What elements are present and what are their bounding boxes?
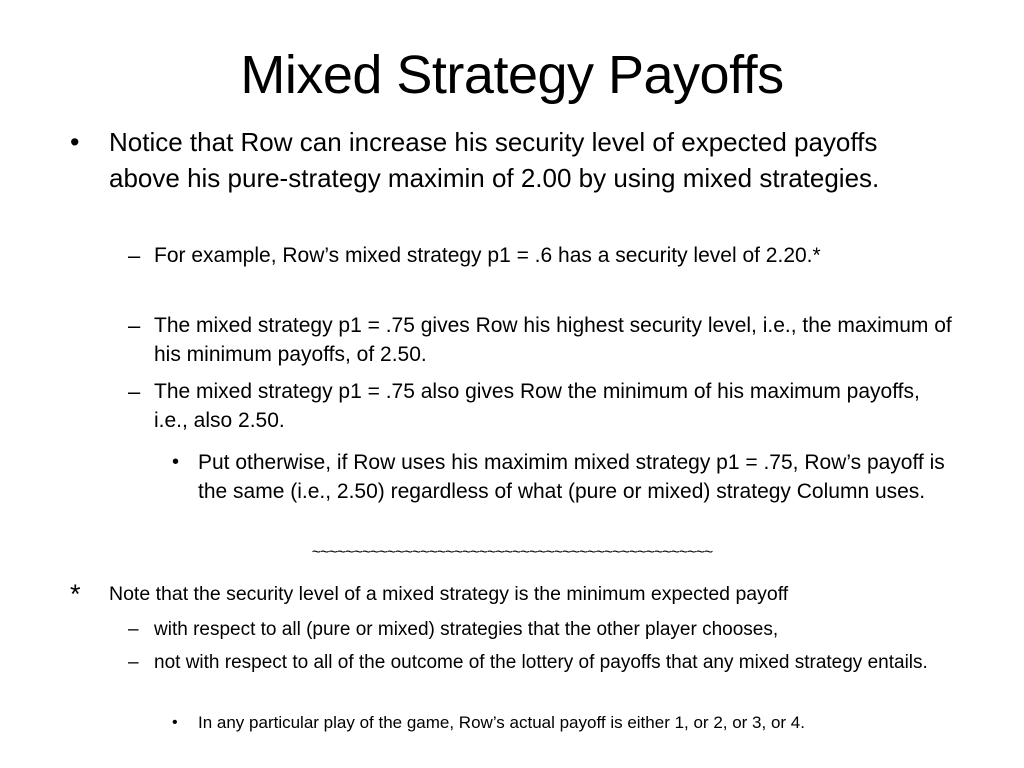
dash-icon: – [128, 313, 141, 338]
dash-icon: – [128, 243, 141, 268]
asterisk-icon: * [70, 579, 81, 609]
bullet-icon: • [172, 451, 180, 473]
sub-point-text: The mixed strategy p1 = .75 gives Row his highest security level, i.e., the maximum of his minimum payoffs, of 2.50. [154, 314, 952, 366]
tilde-separator: ~~~~~~~~~~~~~~~~~~~~~~~~~~~~~~~~~~~~~~~~~~~~~~~~ [311, 544, 713, 561]
dash-icon: – [128, 652, 139, 673]
bullet-text: Notice that Row can increase his security level of expected payoffs above his pure-strategy maximin of 2.00 by using mixed strategies. [109, 127, 880, 193]
footnote-sub-sub-text: In any particular play of the game, Row’s actual payoff is either 1, or 2, or 3, or 4. [198, 713, 805, 732]
sub-point-text: For example, Row’s mixed strategy p1 = .6 has a security level of 2.20.* [154, 244, 821, 267]
footnote-sub-text: with respect to all (pure or mixed) strategies that the other player chooses, [154, 619, 779, 640]
footnote-sub-text: not with respect to all of the outcome of the lottery of payoffs that any mixed strategy entails. [154, 652, 928, 673]
sub-sub-point-text: Put otherwise, if Row uses his maximim mixed strategy p1 = .75, Row’s payoff is the same (i.e., 2.50) regardless of what (pure or mixed) strategy Column uses. [198, 451, 945, 503]
bullet-icon: • [172, 714, 178, 731]
dash-icon: – [128, 619, 139, 640]
footnote-text: Note that the security level of a mixed strategy is the minimum expected payoff [109, 583, 789, 605]
bullet-icon: • [70, 127, 80, 157]
dash-icon: – [128, 379, 141, 404]
slide-title: Mixed Strategy Payoffs [240, 45, 784, 105]
sub-point-text: The mixed strategy p1 = .75 also gives Row the minimum of his maximum payoffs, i.e., also 2.50. [154, 380, 920, 432]
